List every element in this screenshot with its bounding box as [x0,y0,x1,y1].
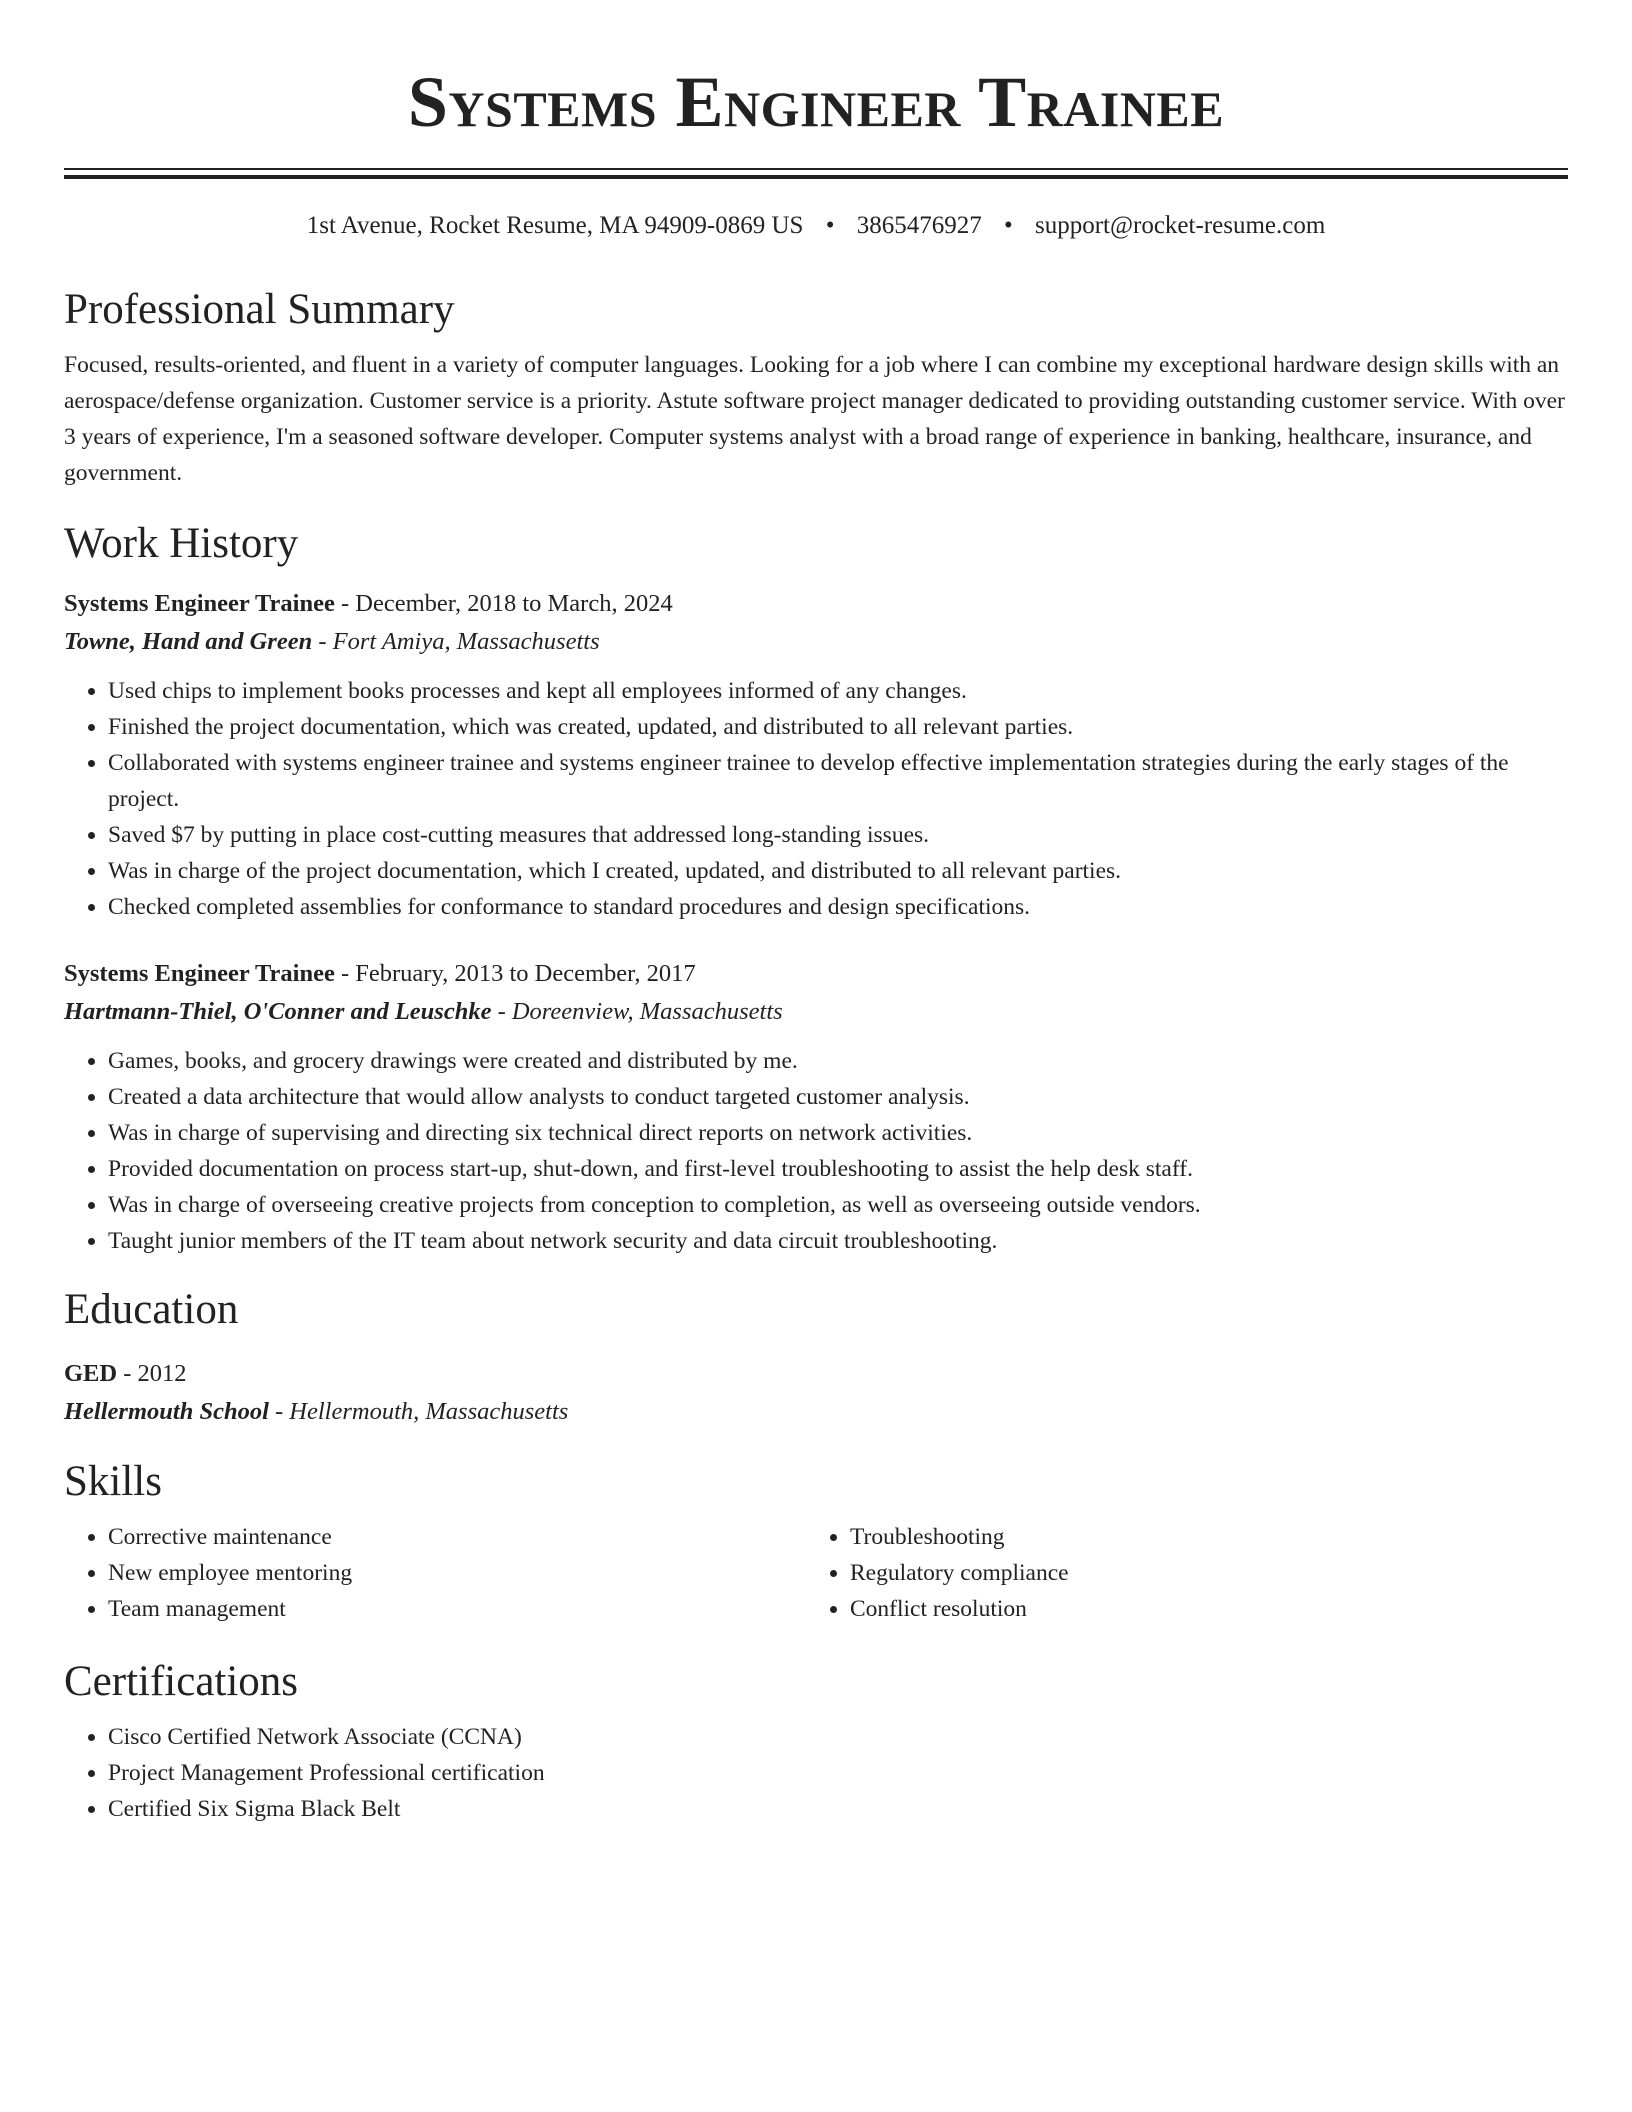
job-title: Systems Engineer Trainee [64,590,335,617]
list-item: • Collaborated with systems engineer trainee and systems engineer trainee to develop effective implementation strategies during the early stages of the project. [108,745,1568,817]
summary-heading: Professional Summary [64,286,455,333]
skills-grid [64,1519,1568,1627]
degree-line [64,1355,1568,1393]
list-item: • Conflict resolution [850,1591,1548,1627]
list-item: • Used chips to implement books processes and kept all employees informed of any changes. [108,673,1568,709]
employer-location: - Doreenview, Massachusetts [491,998,783,1025]
contact-email: support@rocket-resume.com [1034,212,1326,239]
summary-text: Focused, results-oriented, and fluent in a variety of computer languages. Looking for a job where I can combine my exceptional hardware design skills with an aerospace/defense organization. Customer service is a priority. Astute software project manager dedicated to providing outstanding customer service. With over 3 years of experience, I'm a seasoned software developer. Computer systems analyst with a broad range of experience in banking, healthcare, insurance, and government. [64,352,1565,486]
list-item: • Checked completed assemblies for conformance to standard procedures and design specifications. [108,889,1568,925]
job-bullets [64,673,1568,925]
list-item: • Certified Six Sigma Black Belt [108,1791,1568,1827]
list-item: • Troubleshooting [850,1519,1548,1555]
contact-separator: • [1003,212,1013,239]
education-entry [64,1355,1568,1431]
list-item: • Saved $7 by putting in place cost-cutting measures that addressed long-standing issues. [108,817,1568,853]
contact-line [64,209,1568,243]
work-history-heading: Work History [64,520,299,567]
list-item: • Finished the project documentation, which was created, updated, and distributed to all relevant parties. [108,709,1568,745]
resume-title: Systems Engineer Trainee [407,62,1225,142]
list-item: • Cisco Certified Network Associate (CCNA) [108,1719,1568,1755]
employer-name: Hartmann-Thiel, O'Conner and Leuschke [64,998,492,1025]
school-location: - Hellermouth, Massachusetts [268,1398,569,1425]
list-item: • Team management [108,1591,806,1627]
job-title: Systems Engineer Trainee [64,960,335,987]
certifications-list [64,1719,1568,1827]
list-item: • Regulatory compliance [850,1555,1548,1591]
list-item: • Corrective maintenance [108,1519,806,1555]
employer-name: Towne, Hand and Green [64,628,313,655]
degree-year: - 2012 [117,1360,187,1387]
list-item: • Created a data architecture that would allow analysts to conduct targeted customer analysis. [108,1079,1568,1115]
list-item: • Taught junior members of the IT team about network security and data circuit troubleshooting. [108,1223,1568,1259]
employer-line [64,623,1568,661]
job-title-line [64,585,1568,623]
job-entry [64,585,1568,925]
education-heading: Education [64,1286,239,1333]
list-item: • Was in charge of the project documentation, which I created, updated, and distributed to all relevant parties. [108,853,1568,889]
title-double-rule [64,168,1568,179]
list-item: • Was in charge of supervising and directing six technical direct reports on network activities. [108,1115,1568,1151]
employer-location: - Fort Amiya, Massachusetts [312,628,600,655]
list-item: • Provided documentation on process start-up, shut-down, and first-level troubleshooting to assist the help desk staff. [108,1151,1568,1187]
contact-address: 1st Avenue, Rocket Resume, MA 94909-0869 US [306,212,804,239]
contact-phone: 3865476927 [856,212,982,239]
list-item: • Project Management Professional certification [108,1755,1568,1791]
degree: GED [64,1360,118,1387]
school-name: Hellermouth School [64,1398,269,1425]
job-dates: - February, 2013 to December, 2017 [334,960,696,987]
skills-column-left [64,1519,806,1627]
skills-heading: Skills [64,1458,162,1505]
list-item: • Games, books, and grocery drawings were created and distributed by me. [108,1043,1568,1079]
employer-line [64,993,1568,1031]
job-entry [64,955,1568,1259]
certifications-heading: Certifications [64,1658,299,1705]
skills-column-right [806,1519,1548,1627]
school-line [64,1393,1568,1431]
list-item: • Was in charge of overseeing creative projects from conception to completion, as well as overseeing outside vendors. [108,1187,1568,1223]
contact-separator: • [825,212,835,239]
job-title-line [64,955,1568,993]
job-dates: - December, 2018 to March, 2024 [334,590,673,617]
job-bullets [64,1043,1568,1259]
list-item: • New employee mentoring [108,1555,806,1591]
